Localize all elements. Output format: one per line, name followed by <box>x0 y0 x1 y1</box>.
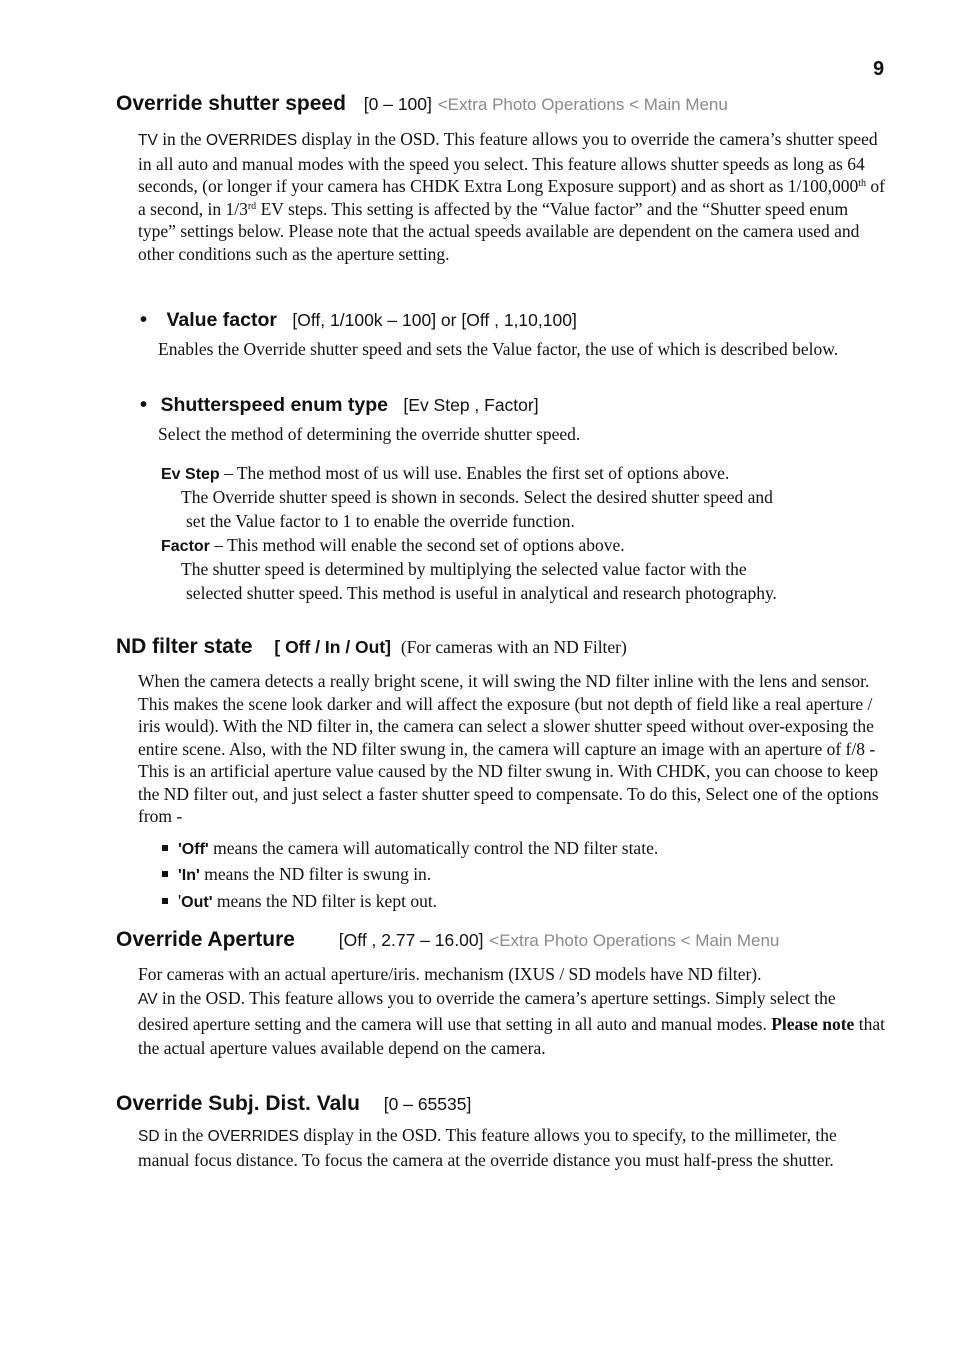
bullet-icon: • <box>140 394 148 416</box>
option-label: 'Off' <box>178 841 209 858</box>
nd-option-off <box>162 838 658 859</box>
ev-step-line-2: The Override shutter speed is shown in seconds. Select the desired shutter speed and <box>181 487 773 507</box>
nd-option-in <box>162 864 431 885</box>
text-segment: means the ND filter is swung in. <box>199 864 432 884</box>
text-segment: ' <box>178 891 182 911</box>
sd-label: SD <box>138 1128 160 1145</box>
overrides-label: OVERRIDES <box>207 1128 299 1145</box>
av-label: AV <box>138 991 158 1008</box>
factor-line-3: selected shutter speed. This method is useful in analytical and research photography. <box>186 583 777 603</box>
override-shutter-description <box>138 128 888 265</box>
please-note: Please note <box>771 1014 855 1034</box>
text-segment: in the OSD. This feature allows you to override the camera’s aperture settings. Simply select the desired aperture setting and the camera will use that setting in all auto and manual modes. <box>138 988 836 1034</box>
factor-label: Factor <box>161 538 210 555</box>
override-shutter-range: [0 – 100] <box>363 94 432 114</box>
nd-filter-note: (For cameras with an ND Filter) <box>400 637 627 657</box>
override-aperture-heading <box>116 928 779 952</box>
ev-step-line-3: set the Value factor to 1 to enable the override function. <box>186 511 575 531</box>
override-subj-title: Override Subj. Dist. Valu <box>116 1092 360 1115</box>
override-aperture-description <box>138 962 890 1060</box>
text-segment: in the <box>159 1125 208 1145</box>
factor-line-2: The shutter speed is determined by multiplying the selected value factor with the <box>181 559 747 579</box>
override-aperture-title: Override Aperture <box>116 928 295 951</box>
value-factor-heading <box>140 309 577 332</box>
text-segment: – This method will enable the second set of options above. <box>209 535 625 555</box>
nd-filter-title: ND filter state <box>116 635 253 658</box>
bullet-icon: • <box>140 309 148 331</box>
ev-step-line <box>161 463 729 484</box>
value-factor-range: [Off, 1/100k – 100] or [Off , 1,10,100] <box>292 310 577 330</box>
nd-filter-range: [ Off / In / Out] <box>274 637 392 657</box>
tv-label: TV <box>138 132 158 149</box>
text-segment: in the <box>157 129 206 149</box>
text-segment: that the actual aperture values available depend on the camera. <box>138 1014 885 1058</box>
value-factor-description: Enables the Override shutter speed and sets the Value factor, the use of which is described below. <box>158 339 839 359</box>
enum-type-heading <box>140 394 539 417</box>
text-segment: display in the OSD. This feature allows you to specify, to the millimeter, the manual focus distance. To focus the camera at the override distance you must half-press the shutter. <box>138 1125 837 1170</box>
nd-option-out <box>162 891 437 912</box>
text-segment: – The method most of us will use. Enables the first set of options above. <box>219 463 730 483</box>
text-segment: EV steps. This setting is affected by the “Value factor” and the “Shutter speed enum type” settings below. Please note that the actual speeds available are dependent on the camera used and other conditions such as the aperture setting. <box>138 198 860 264</box>
override-shutter-breadcrumb: <Extra Photo Operations < Main Menu <box>437 95 728 114</box>
option-label: Out' <box>181 894 213 911</box>
enum-type-title: Shutterspeed enum type <box>160 394 388 416</box>
superscript-rd: rd <box>247 200 257 212</box>
square-bullet-icon <box>162 871 168 877</box>
override-shutter-heading <box>116 92 728 116</box>
superscript-th: th <box>858 178 867 189</box>
value-factor-title: Value factor <box>166 309 277 331</box>
option-label: 'In' <box>178 867 200 884</box>
override-shutter-title: Override shutter speed <box>116 92 346 115</box>
nd-filter-heading <box>116 635 627 659</box>
square-bullet-icon <box>162 845 168 851</box>
page-number: 9 <box>873 58 885 80</box>
text-segment: of a second, in 1/3 <box>138 176 885 219</box>
enum-type-description: Select the method of determining the override shutter speed. <box>158 424 581 444</box>
enum-type-range: [Ev Step , Factor] <box>403 395 539 415</box>
factor-line <box>161 535 625 556</box>
override-aperture-range: [Off , 2.77 – 16.00] <box>338 930 484 950</box>
nd-filter-description: When the camera detects a really bright scene, it will swing the ND filter inline with the lens and sensor. This makes the scene look darker and will affect the exposure (but not depth of field like a real aperture / iris would). With the ND filter in, the camera can select a slower shutter speed without over-exposing the entire scene. Also, with the ND filter swung in, the camera will capture an image with an aperture of f/8 - This is an artificial aperture value caused by the ND filter swung in. With CHDK, you can choose to keep the ND filter out, and just select a faster shutter speed to compensate. To do this, Select one of the options from - <box>138 671 879 826</box>
override-subj-description <box>138 1124 890 1171</box>
override-subj-range: [0 – 65535] <box>383 1094 472 1114</box>
text-segment: For cameras with an actual aperture/iris. mechanism (IXUS / SD models have ND filter). <box>138 964 762 984</box>
text-segment: means the camera will automatically control the ND filter state. <box>208 838 659 858</box>
square-bullet-icon <box>162 898 168 904</box>
overrides-label: OVERRIDES <box>205 132 298 149</box>
ev-step-label: Ev Step <box>161 466 220 483</box>
override-aperture-breadcrumb: <Extra Photo Operations < Main Menu <box>489 931 780 950</box>
text-segment: display in the OSD. This feature allows you to override the camera’s shutter speed in all auto and manual modes with the speed you select. This feature allows shutter speeds as long as 64 seconds, (or longer if your camera has CHDK Extra Long Exposure support) and as short as 1/100,000 <box>138 129 878 196</box>
override-subj-heading <box>116 1092 471 1116</box>
text-segment: means the ND filter is kept out. <box>212 891 438 911</box>
